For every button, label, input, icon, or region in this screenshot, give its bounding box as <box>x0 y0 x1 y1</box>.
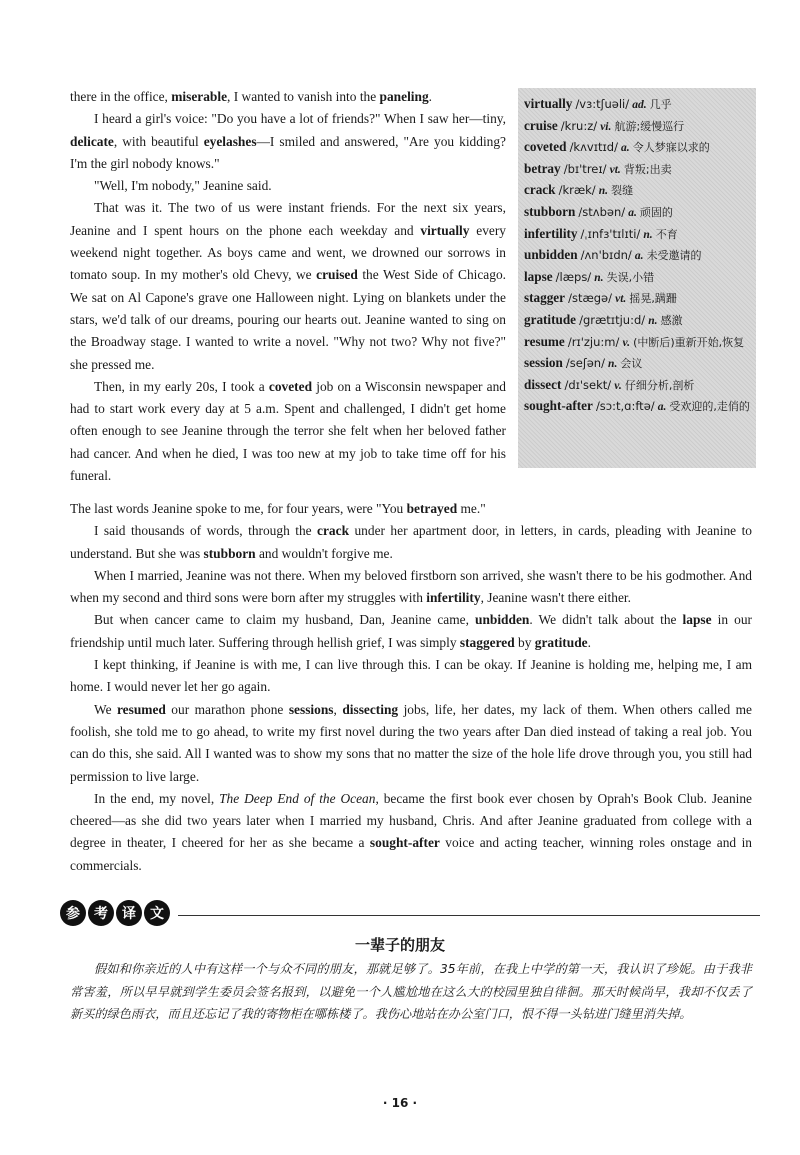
text-run: in our friendship until much later. Suffering through hellish grief, I was simply <box>70 612 752 650</box>
translation-title: 一辈子的朋友 <box>354 936 445 954</box>
vocab-pos: vt. <box>609 163 621 176</box>
bold-term: crack <box>317 523 350 539</box>
bold-term: cruised <box>316 267 358 283</box>
badge-char: 参 <box>60 900 86 926</box>
text-run: job on a Wisconsin newspaper and had to start work every day at 5 a.m. Spent and challenged, I didn't get home often enough to see Jeanine through the terror she felt when her beloved father had cancer. And when he died, I was too new at my job to take time off for his funeral. <box>70 378 507 484</box>
reference-translation-badge <box>60 900 170 926</box>
vocab-phonetic: /kru:z/ <box>560 118 598 133</box>
vocab-meaning: 航游;缓慢巡行 <box>614 119 685 133</box>
page-number: · 16 · <box>382 1096 418 1110</box>
text-run: "Well, I'm nobody," Jeanine said. <box>94 178 272 194</box>
bold-term: resumed <box>116 701 166 717</box>
text-run: jobs, life, her dates, my lack of them. When others called me foolish, she told me to go ahead, to write my first novel during the two years after Dan died instead of taking a real job. You can do this, she said. All I wanted was to show my sons that no matter the size of the hole life drove through you, you still had permission to live large. <box>70 701 752 784</box>
vocab-phonetic: /seʃən/ <box>565 356 605 371</box>
badge-char: 考 <box>88 900 114 926</box>
text-run: The last words Jeanine spoke to me, for four years, were "You <box>70 501 407 516</box>
text-run: and wouldn't forgive me. <box>255 545 393 561</box>
bold-term: miserable <box>171 89 228 104</box>
text-run: , Jeanine wasn't there either. <box>480 590 631 606</box>
vocab-word: dissect <box>524 376 562 392</box>
vocab-meaning: 感激 <box>660 313 683 327</box>
text-run: Then, in my early 20s, I took a <box>94 378 269 394</box>
vocab-entry <box>524 267 750 289</box>
vocab-meaning: 未受邀请的 <box>646 249 702 263</box>
text-run: When I married, Jeanine was not there. When my beloved firstborn son arrived, she wasn't there to be his godmother. And when my second and third sons were born after my struggles with <box>70 567 752 606</box>
vocab-phonetic: /vɜ:tʃuəli/ <box>575 97 630 111</box>
vocab-word: unbidden <box>524 247 578 263</box>
bold-term: delicate <box>70 133 114 149</box>
bold-term: sessions <box>288 701 334 717</box>
text-run: every weekend night together. As boys came and went, we drowned our sorrows in tomato soup. In my mother's old Chevy, we <box>70 222 506 283</box>
text-run: . <box>587 634 591 650</box>
full-width-text <box>70 498 752 877</box>
vocab-word: crack <box>524 182 556 198</box>
vocab-entry <box>524 288 750 310</box>
text-run: by <box>514 634 535 650</box>
vocab-entry <box>524 180 750 202</box>
badge-char: 文 <box>144 900 170 926</box>
paragraph-p4 <box>70 197 506 375</box>
text-run: But when cancer came to claim my husband, Dan, Jeanine came, <box>94 612 475 628</box>
paragraph-p5 <box>70 376 506 487</box>
paragraph-p8 <box>70 565 752 610</box>
vocab-pos: n. <box>608 358 618 371</box>
vocab-word: coveted <box>524 139 567 155</box>
vocab-pos: vt. <box>615 293 627 306</box>
vocab-meaning: 顽固的 <box>639 205 673 219</box>
text-run: That was it. The two of us were instant friends. For the next six years, Jeanine and I spent hours on the phone each weekday and <box>70 200 506 238</box>
vocab-word: infertility <box>524 225 578 241</box>
bold-term: lapse <box>682 612 712 628</box>
text-run: our marathon phone <box>165 701 289 717</box>
text-run: , I wanted to vanish into the <box>227 89 380 104</box>
text-run: We <box>94 701 117 717</box>
vocab-word: stubborn <box>524 203 576 219</box>
paragraph-p10 <box>70 654 752 699</box>
vocab-entry <box>524 137 750 159</box>
vocabulary-box <box>518 88 756 468</box>
vocab-pos: vi. <box>600 120 612 133</box>
bold-term: dissecting <box>342 701 399 717</box>
badge-char: 译 <box>116 900 142 926</box>
bold-term: eyelashes <box>203 133 257 149</box>
vocab-word: sought-after <box>524 398 593 414</box>
section-divider <box>178 915 760 916</box>
vocab-pos: v. <box>622 336 631 349</box>
text-run: . <box>428 89 433 104</box>
bold-term: betrayed <box>406 501 458 516</box>
vocab-meaning: 摇晃,蹒跚 <box>629 292 677 306</box>
bold-term: infertility <box>426 590 481 606</box>
vocab-phonetic: /stægə/ <box>568 291 613 306</box>
paragraph-p11 <box>70 699 752 788</box>
vocab-pos: a. <box>621 142 630 155</box>
paragraph-p12 <box>70 788 752 877</box>
vocab-entry <box>524 245 750 267</box>
vocab-entry <box>524 332 750 354</box>
vocab-phonetic: /ˌɪnfɜ'tɪlɪti/ <box>580 226 641 241</box>
vocab-entry <box>524 310 750 332</box>
paragraph-p1 <box>70 86 506 108</box>
bold-term: stubborn <box>203 545 256 561</box>
vocab-pos: a. <box>657 401 667 414</box>
vocab-meaning: 背叛;出卖 <box>623 162 672 176</box>
vocab-entry <box>524 159 750 181</box>
vocab-pos: n. <box>648 314 658 327</box>
text-run: , <box>333 701 343 717</box>
paragraph-p2 <box>70 108 506 175</box>
bold-term: staggered <box>459 634 515 650</box>
book-title: The Deep End of the Ocean <box>219 790 376 806</box>
text-run: there in the office, <box>70 89 172 104</box>
narrow-column-text <box>70 86 506 487</box>
vocab-pos: ad. <box>632 99 647 111</box>
vocab-phonetic: /sɔ:t,ɑ:ftə/ <box>595 399 655 414</box>
vocab-entry <box>524 353 750 375</box>
vocab-phonetic: /stʌbən/ <box>578 204 626 219</box>
vocab-word: betray <box>524 160 561 176</box>
vocab-phonetic: /dɪ'sekt/ <box>564 377 612 392</box>
paragraph-p6 <box>70 498 752 520</box>
bold-term: gratitude <box>534 634 588 650</box>
vocab-meaning: 几乎 <box>649 98 672 111</box>
bold-term: virtually <box>420 222 470 238</box>
text-run: voice and acting teacher, winning roles onstage and in commercials. <box>70 835 752 873</box>
vocab-entry <box>524 375 750 397</box>
vocab-entry <box>524 224 750 246</box>
text-run: I said thousands of words, through the <box>94 523 318 539</box>
vocab-meaning: (中断后)重新开始,恢复 <box>633 335 745 349</box>
reference-translation-header <box>60 898 760 930</box>
vocab-meaning: 仔细分析,剖析 <box>624 378 695 392</box>
vocab-phonetic: /læps/ <box>555 269 592 284</box>
vocab-word: resume <box>524 333 565 349</box>
text-run: —I smiled and answered, "Are you kidding? I'm the girl nobody knows." <box>70 133 506 171</box>
vocab-phonetic: /grætɪtju:d/ <box>579 312 646 327</box>
vocab-meaning: 受欢迎的,走俏的 <box>669 400 750 414</box>
vocab-entry <box>524 202 750 224</box>
vocab-pos: n. <box>643 228 653 241</box>
vocab-word: stagger <box>524 290 566 306</box>
text-run: I kept thinking, if Jeanine is with me, I can live through this. I can be okay. If Jeanine is holding me, helping me, I am home. I would never let her go again. <box>70 657 752 695</box>
paragraph-p7 <box>70 520 752 565</box>
text-run: I heard a girl's voice: "Do you have a lot of friends?" When I saw her—tiny, <box>94 111 506 127</box>
vocab-meaning: 会议 <box>620 357 643 371</box>
vocab-pos: a. <box>628 206 637 219</box>
bold-term: coveted <box>268 378 313 394</box>
vocab-entry <box>524 116 750 138</box>
vocab-pos: n. <box>598 185 609 198</box>
vocab-meaning: 失误,小错 <box>606 270 655 284</box>
vocab-meaning: 裂缝 <box>611 184 634 198</box>
text-run: under her apartment door, in letters, in cards, pleading with Jeanine to understand. But she was <box>70 523 752 561</box>
text-run: me." <box>457 501 486 516</box>
text-run: , with beautiful <box>113 133 204 149</box>
text-run: , became the first book ever chosen by Oprah's Book Club. Jeanine cheered—as she did two years later when I married my husband, Chris. And after Jeanine graduated from college with a degree in theater, I cheered for her as she became a <box>70 790 752 851</box>
bold-term: unbidden <box>475 612 530 628</box>
vocab-entry <box>524 396 750 418</box>
vocab-phonetic: /rɪ'zju:m/ <box>567 334 620 349</box>
vocab-meaning: 令人梦寐以求的 <box>632 141 710 155</box>
vocab-word: session <box>524 355 563 371</box>
vocab-meaning: 不育 <box>655 227 678 241</box>
vocab-pos: v. <box>614 379 622 392</box>
bold-term: paneling <box>379 89 429 104</box>
text-run: the West Side of Chicago. We sat on Al Capone's grave one Halloween night. Lying on blankets under the stars, we'd talk of our dreams, pouring our hearts out. Jeanine wanted to sing on the Broadway stage. I wanted to write a novel. "Why not two? Why not five?" she pressed me. <box>70 267 506 372</box>
text-run: In the end, my novel, <box>94 790 220 806</box>
vocab-pos: n. <box>594 271 604 284</box>
vocab-phonetic: /bɪ'treɪ/ <box>563 161 607 176</box>
vocab-phonetic: /kʌvɪtɪd/ <box>569 140 618 155</box>
vocab-word: cruise <box>524 117 558 133</box>
paragraph-p3 <box>70 175 506 197</box>
vocab-word: virtually <box>524 96 573 111</box>
bold-term: sought-after <box>369 835 440 851</box>
vocab-phonetic: /ʌn'bɪdn/ <box>580 248 632 263</box>
vocab-phonetic: /kræk/ <box>558 183 596 198</box>
vocab-word: lapse <box>524 268 553 284</box>
paragraph-p9 <box>70 609 752 654</box>
vocab-pos: a. <box>634 250 644 263</box>
vocab-entry <box>524 94 750 116</box>
text-run: . We didn't talk about the <box>529 612 683 628</box>
translation-paragraph: 假如和你亲近的人中有这样一个与众不同的朋友，那就足够了。35年前，在我上中学的第一天，我认识了珍妮。由于我非常害羞，所以早早就到学生委员会签名报到，以避免一个人尴尬地在这么大的校园里独自徘徊。那天时候尚早，我却不仅丢了新买的绿色雨衣，而且还忘记了我的寄物柜在哪栋楼了。我伤心地站在办公室门口，恨不得一头钻进门缝里消失掉。 <box>70 962 752 1021</box>
vocab-word: gratitude <box>524 311 577 327</box>
